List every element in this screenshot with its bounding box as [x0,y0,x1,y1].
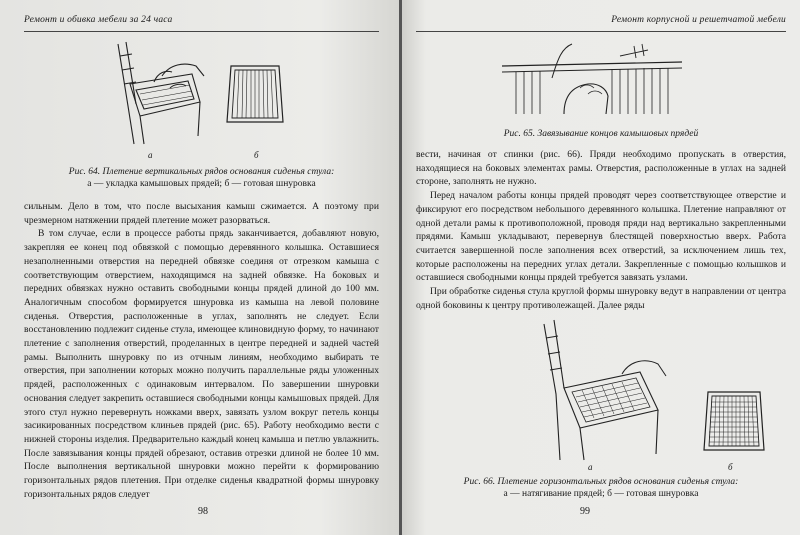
right-running-head: Ремонт корпусной и решетчатой мебели [416,15,786,32]
right-paragraph-3: При обработке сиденья стула круглой формы шнуровку ведут в направлении от центра одной боковины к центру противолежащей. Далее ряды [416,286,786,311]
figure-64-a [100,36,210,146]
right-paragraph-2: Перед началом работы концы прядей проводят через соответствующее отверстие и фиксируют его посредством небольшого деревянного колышка. Плетение направляют от одной детали рамы к противоположной, проводя пряди над вертикально закрепленными прядями. Камыш укладывают, перевернув блестящей поверхностью вверх. Работа считается завершенной после заполнения всех отверстий, за исключением лишь тех, которые расположены на передних углах детали. Закрепленные с помощью колышков и оставшиеся свободными концы прядей требуется завязать узлами. [416,190,786,284]
figure-64-caption-sub: а — укладка камышовых прядей; б — готовая шнуровка [87,179,316,189]
figure-65-caption [416,128,786,140]
figure-66-caption-title: Рис. 66. Плетение горизонтальных рядов основания сиденья стула: [463,477,739,487]
horizontal-weaving-illustration [530,314,680,464]
figure-66-b [702,388,766,456]
finished-weave-grid-illustration [702,388,766,456]
left-paragraph-2: В том случае, если в процессе работы прядь заканчивается, добавляют новую, закрепляя ее конец под обвязкой с помощью деревянного колышка. Оставшиеся незаполненными отверстия на передней обвязке соединя от отрезком камыша с соответствующим отверстием, находящимся на задней обвязке. На боковых и передних обвязках нужно оставить свободными концы прядей длиной до 100 мм. Аналогичным способом формируется шнуровка из камыша на левой половине сиденья. Отверстия, расположенные в углах, заполнять не следует. Если восстановлению подлежит сиденье стула, имеющее клиновидную форму, то начинают плетение с заполнения отверстий, проделанных в центре передней и задней частей рамы. Выполнить шнуровку по из отчным линиям, необходимо выбирать те отверстия, при заполнении которых можно получить параллельные ряды уложенных прядей, расположенных с одинаковым интервалом. По завершении шнуровки основания следует закрепить оставшиеся свободными концы камышовых прядей. Для этого стул нужно перевернуть ножками вверх, завязать узлом вокруг петель концы засикированных посредством клиньев прядей (рис. 65). Работу необходимо вести с нижней стороны изделия. Предварительно каждый конец камыша и петлю увлажнить. После завязывания концы прядей обрезают, оставив отрезки длиной не более 10 мм. После выполнения вертикальной шнуровки можно перейти к формированию горизонтальных рядов плетения. При отделке сиденья квадратной формы шнуровку горизонтальных рядов следует [24,228,379,500]
left-paragraph-1: сильным. Дело в том, что после высыхания камыш сжимается. А поэтому при чрезмерном натяжении прядей плетение может разорваться. [24,201,379,226]
tying-reed-ends-illustration [502,38,682,116]
figure-66-caption [416,476,786,500]
figure-66-a [530,314,680,464]
right-page [402,0,800,535]
fig64-label-a: а [148,150,153,160]
figure-64-caption [24,166,379,190]
fig64-label-b: б [254,150,259,160]
left-body-text [24,200,379,501]
finished-seat-illustration [225,62,285,130]
right-body-text [416,148,786,312]
left-running-head: Ремонт и обивка мебели за 24 часа [24,15,379,32]
figure-64-caption-title: Рис. 64. Плетение вертикальных рядов основания сиденья стула: [68,167,335,177]
fig66-label-a: а [588,462,593,472]
fig66-label-b: б [728,462,733,472]
figure-64-b [225,62,285,130]
left-page [0,0,399,535]
figure-65-caption-title: Рис. 65. Завязывание концов камышовых прядей [503,129,699,139]
figure-66-caption-sub: а — натягивание прядей; б — готовая шнуровка [503,489,699,499]
right-page-number: 99 [580,506,590,517]
figure-65 [502,38,682,116]
chair-weaving-illustration [100,36,210,146]
left-page-number: 98 [198,506,208,517]
right-paragraph-1: вести, начиная от спинки (рис. 66). Пряди необходимо пропускать в отверстия, находящиеся на боковых элементах рамы. Отверстия, расположенные в углах на задней стороне, заполнять не нужно. [416,149,786,188]
